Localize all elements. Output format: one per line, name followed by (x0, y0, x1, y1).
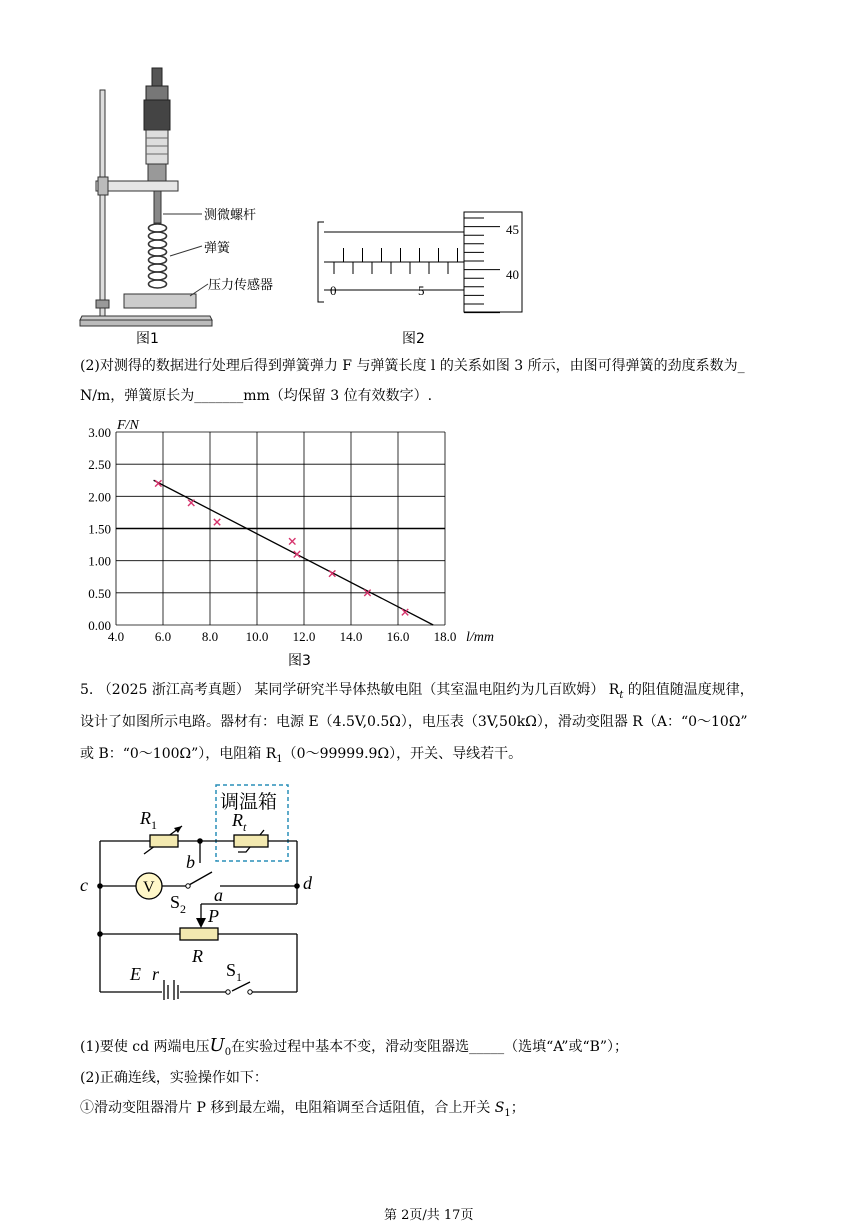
thermistor-Rt (234, 835, 268, 847)
label-E: E (130, 964, 141, 984)
y-tick-label: 1.50 (88, 521, 111, 537)
y-tick-label: 0.50 (88, 585, 111, 601)
y-tick-label: 2.50 (88, 457, 111, 473)
x-tick-labels (108, 629, 457, 644)
main-scale-label-0: 0 (330, 283, 337, 298)
voltmeter-label: V (143, 879, 155, 896)
label-b: b (186, 852, 195, 872)
q5-part-2: (2)正确连线，实验操作如下： (80, 1070, 268, 1086)
x-axis-label: l/mm (466, 630, 494, 644)
x-tick-label: 4.0 (107, 629, 125, 644)
x-tick-label: 14.0 (339, 629, 363, 644)
q5-line3a: 或 B：“0～100Ω”），电阻箱 R (80, 746, 277, 762)
figure-1-caption: 图1 (136, 331, 159, 347)
label-P: P (208, 906, 219, 926)
x-tick-label: 10.0 (245, 629, 269, 644)
y-axis-label: F/N (117, 418, 139, 433)
q5-part1-a: (1)要使 cd 两端电压 (80, 1039, 210, 1055)
rheostat-R (180, 928, 218, 940)
q5-part1-sub: 0 (224, 1046, 232, 1058)
q5-part3-a: ①滑动变阻器滑片 P 移到最左端，电阻箱调至合适阻值，合上开关 (80, 1100, 491, 1116)
label-R: R (192, 946, 203, 966)
q5-part3-b: ； (510, 1100, 525, 1116)
q5-line1-end: 的阻值随温度规律， (627, 682, 754, 698)
y-tick-labels (88, 425, 111, 633)
x-tick-label: 16.0 (386, 629, 410, 644)
q5-line3b: （0～99999.9Ω），开关、导线若干。 (282, 746, 523, 762)
y-tick-label: 3.00 (88, 425, 111, 440)
q5-part-1 (80, 1036, 628, 1063)
data-point (294, 551, 300, 557)
thimble-label-40: 40 (506, 267, 519, 282)
data-point (214, 519, 220, 525)
figure-2-scale (312, 208, 542, 318)
main-scale-label-5: 5 (418, 283, 425, 298)
main-scale-ticks (334, 248, 458, 274)
circuit-diagram (70, 780, 320, 1000)
fit-line (154, 480, 434, 625)
figure-2-caption: 图2 (402, 331, 425, 347)
q5-part1-b: 在实验过程中基本不变，滑动变阻器选_____（选填“A”或“B”）； (231, 1039, 629, 1055)
q5-part3-S: S (494, 1100, 505, 1116)
x-tick-label: 8.0 (201, 629, 219, 644)
q5-part3-sub: 1 (504, 1107, 511, 1119)
question-5-line-3 (80, 744, 522, 770)
q5-line1-text: 5. （2025 浙江高考真题） 某同学研究半导体热敏电阻（其室温电阻约为几百欧姆） R (80, 682, 620, 698)
data-points (155, 480, 408, 615)
thermostat-box-label: 调温箱 (220, 792, 278, 813)
question-5-line-2: 设计了如图所示电路。器材有：电源 E（4.5V,0.5Ω），电压表（3V,50kΩ），滑动变阻器 R（A：“0～10Ω” (80, 714, 748, 730)
q5-line1-sub: t (619, 689, 624, 701)
thimble-label-45: 45 (506, 222, 519, 237)
x-tick-label: 18.0 (433, 629, 457, 644)
figure-3-chart (70, 412, 520, 644)
figure-1-apparatus (78, 64, 300, 354)
label-micrometer-screw: 测微螺杆 (204, 208, 257, 223)
data-point (289, 538, 295, 544)
resistor-R1 (150, 835, 178, 847)
chart-grid (116, 432, 445, 625)
label-r: r (152, 964, 160, 984)
label-R1: $R_1$ (140, 808, 157, 832)
label-c: c (80, 875, 88, 895)
y-tick-label: 0.00 (88, 618, 111, 633)
label-S1: $S_1$ (226, 960, 243, 984)
label-Rt: $R_t$ (232, 810, 247, 834)
q5-part-3 (80, 1098, 525, 1124)
figure-3-caption: 图3 (288, 653, 311, 669)
y-tick-label: 1.00 (88, 553, 111, 569)
x-tick-label: 6.0 (154, 629, 172, 644)
x-tick-label: 12.0 (292, 629, 316, 644)
label-spring: 弹簧 (204, 241, 231, 256)
question-2-line-1: (2)对测得的数据进行处理后得到弹簧弹力 F 与弹簧长度 l 的关系如图 3 所示，由图可得弹簧的劲度系数为_ (80, 358, 745, 374)
question-5-line-1 (80, 680, 754, 706)
q5-line3-sub: 1 (276, 753, 283, 765)
label-S2: $S_2$ (170, 892, 187, 916)
data-point (188, 500, 194, 506)
label-d: d (303, 873, 312, 893)
label-a: a (214, 885, 223, 905)
page-footer: 第 2页/共 17页 (384, 1208, 474, 1223)
label-pressure-sensor: 压力传感器 (208, 278, 274, 293)
question-2-line-2: N/m，弹簧原长为_______mm（均保留 3 位有效数字）. (80, 388, 433, 404)
y-tick-label: 2.00 (88, 489, 111, 505)
q5-part1-U: U (209, 1035, 225, 1056)
